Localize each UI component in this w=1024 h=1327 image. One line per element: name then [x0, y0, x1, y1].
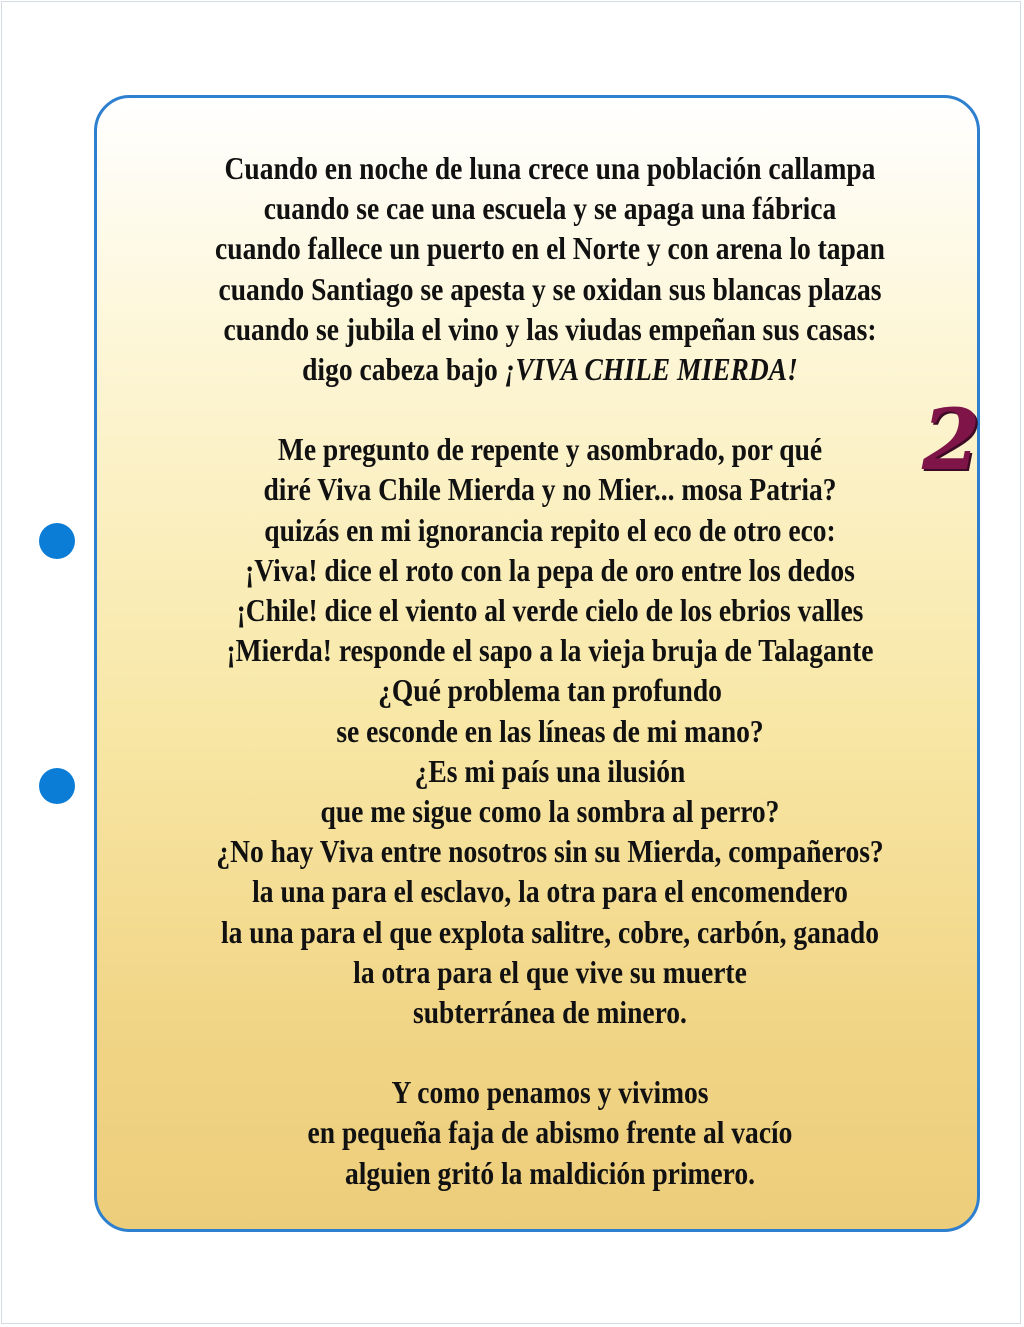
poem-line: que me sigue como la sombra al perro? [320, 793, 780, 830]
poem-line: cuando se cae una escuela y se apaga una fábrica [263, 190, 837, 227]
poem-line: cuando fallece un puerto en el Norte y con arena lo tapan [215, 230, 885, 267]
poem-line: en pequeña faja de abismo frente al vacío [307, 1114, 793, 1151]
poem-line-prefix: digo cabeza bajo [302, 351, 505, 388]
poem-line: ¡Mierda! responde el sapo a la vieja bruja de Talagante [226, 632, 874, 669]
poem-text [163, 148, 937, 1193]
stanza-2 [163, 429, 937, 1032]
poem-line: Cuando en noche de luna crece una población callampa [224, 150, 876, 186]
poem-line: la una para el que explota salitre, cobre, carbón, ganado [221, 913, 879, 950]
stanza-1 [163, 148, 937, 389]
poem-line: cuando se jubila el vino y las viudas empeñan sus casas: [223, 310, 877, 347]
poem-line: quizás en mi ignorancia repito el eco de otro eco: [264, 511, 836, 548]
stanza-3 [163, 1072, 937, 1193]
poem-line: la una para el esclavo, la otra para el encomendero [252, 873, 848, 910]
binder-hole-top [39, 523, 75, 559]
poem-line: ¿Es mi país una ilusión [414, 752, 686, 789]
poem-line: se esconde en las líneas de mi mano? [336, 712, 764, 749]
poem-line: Me pregunto de repente y asombrado, por qué [277, 431, 823, 468]
poem-line: alguien gritó la maldición primero. [345, 1154, 755, 1191]
poem-line: ¡Viva! dice el roto con la pepa de oro entre los dedos [245, 551, 855, 588]
binder-hole-bottom [39, 768, 75, 804]
poem-line: cuando Santiago se apesta y se oxidan sus blancas plazas [218, 270, 882, 307]
poem-line: ¡Chile! dice el viento al verde cielo de los ebrios valles [236, 592, 864, 629]
page-number: 2 [922, 390, 981, 489]
poem-line: ¿Qué problema tan profundo [378, 672, 722, 709]
poem-line: la otra para el que vive su muerte [353, 953, 747, 990]
poem-line: Y como penamos y vivimos [391, 1074, 709, 1111]
poem-line-emphasis: ¡VIVA CHILE MIERDA! [504, 351, 798, 388]
poem-line: ¿No hay Viva entre nosotros sin su Mierda, compañeros? [216, 833, 884, 870]
poem-line: diré Viva Chile Mierda y no Mier... mosa Patria? [263, 471, 837, 508]
poem-line [163, 349, 937, 389]
poem-line: subterránea de minero. [413, 994, 687, 1031]
